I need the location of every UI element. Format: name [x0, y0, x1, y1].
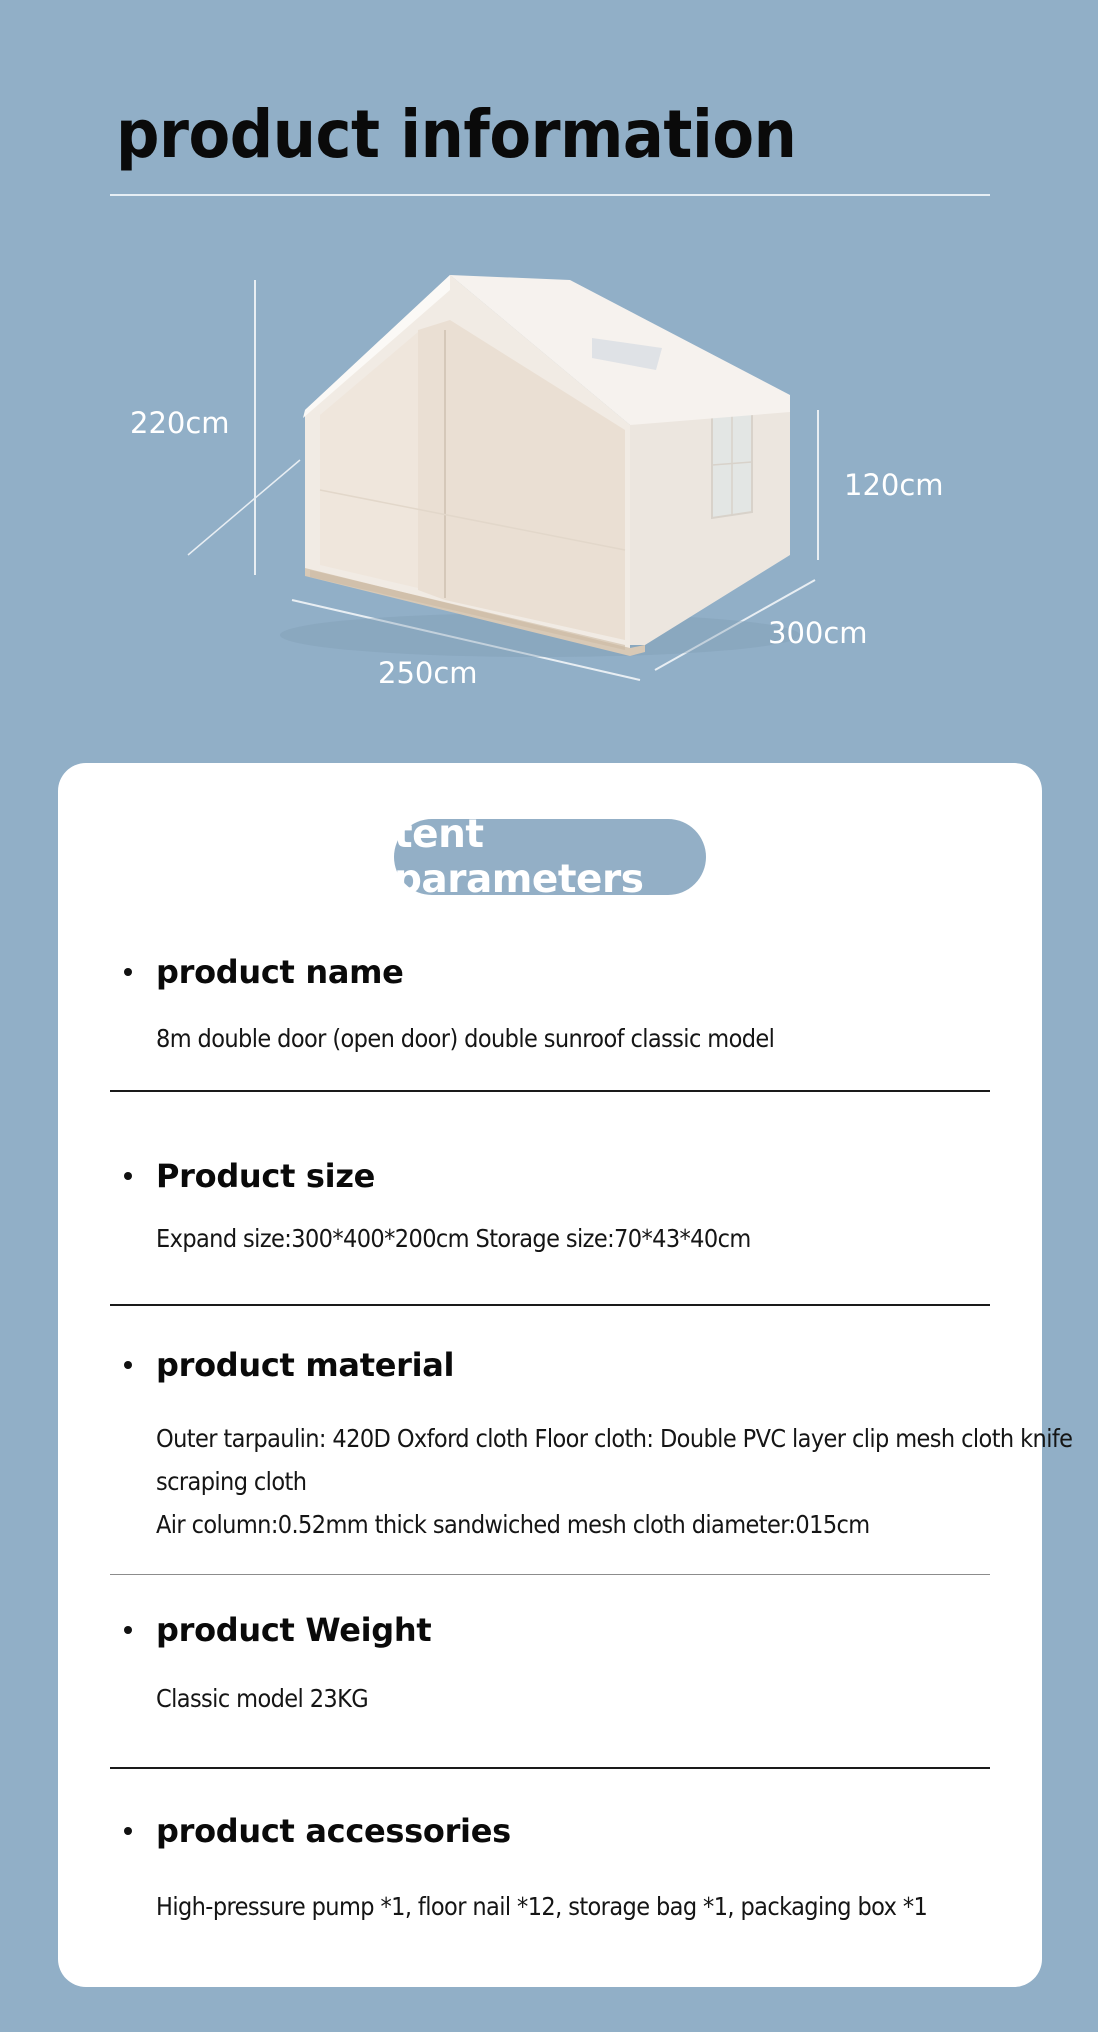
divider [110, 1767, 990, 1769]
title-divider [110, 194, 990, 196]
bullet-icon [124, 1172, 132, 1180]
page-title: product information [116, 96, 797, 173]
param-title: product Weight [156, 1611, 432, 1649]
bullet-icon [124, 1361, 132, 1369]
tent-illustration [0, 250, 1098, 710]
section-header-pill: tent parameters [394, 819, 706, 895]
bullet-icon [124, 968, 132, 976]
bullet-icon [124, 1827, 132, 1835]
param-value: Classic model 23KG [156, 1684, 369, 1713]
param-value: Expand size:300*400*200cm Storage size:70*43*40cm [156, 1224, 751, 1253]
param-value: 8m double door (open door) double sunroof classic model [156, 1024, 775, 1053]
divider [110, 1574, 990, 1575]
param-value: Outer tarpaulin: 420D Oxford cloth Floor cloth: Double PVC layer clip mesh cloth knife scraping cloth Air column:0.52mm thick sandwiched mesh cloth diameter:015cm [156, 1424, 1073, 1539]
dimension-height-right: 120cm [844, 468, 944, 502]
param-value: High-pressure pump *1, floor nail *12, storage bag *1, packaging box *1 [156, 1892, 928, 1921]
dimension-depth-side: 300cm [768, 616, 868, 650]
param-title: product accessories [156, 1812, 511, 1850]
dimension-height-left: 220cm [130, 406, 230, 440]
param-title: product material [156, 1346, 455, 1384]
tent-parameters-card [58, 763, 1073, 1987]
divider [110, 1090, 990, 1092]
bullet-icon [124, 1626, 132, 1634]
divider [110, 1304, 990, 1306]
param-title: product name [156, 953, 404, 991]
param-title: Product size [156, 1157, 376, 1195]
dimension-width-front: 250cm [378, 656, 478, 690]
